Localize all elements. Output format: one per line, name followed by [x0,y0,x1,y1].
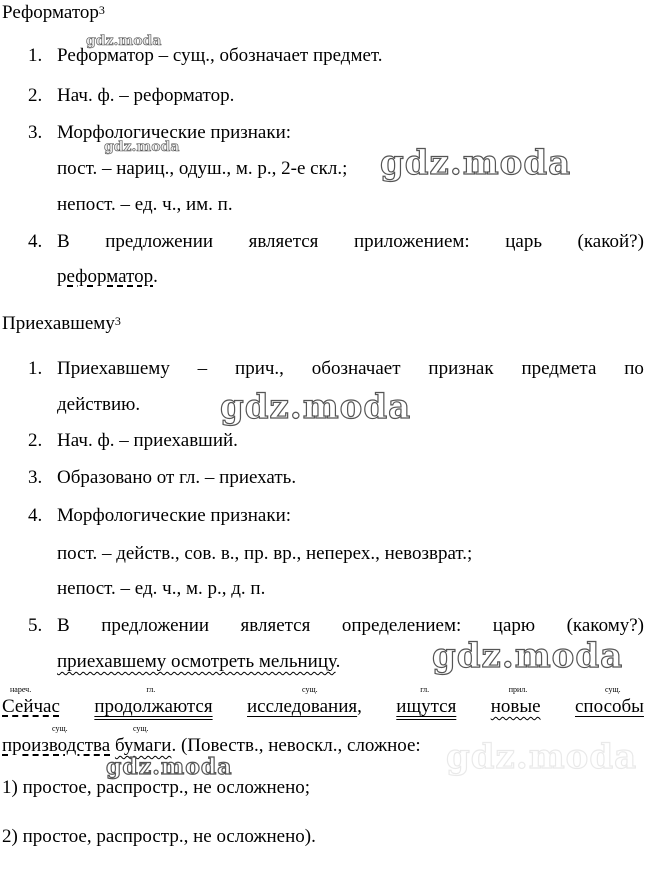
word: В [57,231,70,252]
sentence-word [396,685,457,718]
item-number: 1. [28,45,43,66]
sentence-word [2,685,60,718]
word: В [57,615,70,636]
sentence-word [114,724,172,756]
punct: , [357,696,362,717]
item-text: Морфологические признаки: [57,122,292,143]
justified-line [57,231,644,253]
item-text: Морфологические признаки: [57,505,292,526]
sentence-characteristics: . (Повеств., невоскл., сложное: [171,735,421,756]
watermark: gdz.moda [220,387,412,427]
pos-label: гл. [146,685,156,694]
word: определением: [341,615,462,636]
item-text: Образовано от гл. – приехать. [57,467,297,488]
underlined-word: реформатор [57,266,154,287]
item-number: 1. [28,358,43,379]
section-title-reformator [2,2,105,24]
word: царь [505,231,542,252]
pos-label: нареч. [10,685,32,694]
pos-label: сущ. [605,685,621,694]
item-subline: непост. – ед. ч., им. п. [57,194,233,215]
sentence-word [94,685,213,718]
word-noun-object: производства [2,735,111,756]
word: является [240,615,311,636]
pos-label: сущ. [52,724,68,733]
footnote-mark: 3 [98,3,105,17]
watermark: gdz.moda [106,754,233,780]
justified-line [57,358,644,380]
word: Приехавшему [57,358,170,379]
word-verb: продолжаются [94,696,213,717]
watermark: gdz.moda [380,143,572,183]
punct: . [335,651,341,672]
watermark: gdz.moda [432,636,624,676]
word: предмета [521,358,597,379]
word: признак [428,358,494,379]
item-text: Нач. ф. – приехавший. [57,430,238,451]
item-text: Реформатор – сущ., обозначает предмет. [57,45,383,66]
word: обозначает [311,358,401,379]
item-number: 2. [28,85,43,106]
item-subline: пост. – нариц., одуш., м. р., 2-е скл.; [57,158,348,179]
word: (какой?) [577,231,644,252]
pos-label: гл. [420,685,430,694]
watermark: gdz.moda [86,33,162,49]
sentence-word [2,724,115,756]
item-text: Нач. ф. – реформатор. [57,85,235,106]
watermark: gdz.moda [446,737,638,777]
item-subline [57,651,340,673]
word: является [248,231,319,252]
justified-line [57,615,644,637]
item-subline [57,266,158,288]
item-subline: пост. – действ., сов. в., пр. вр., неперех., невозврат.; [57,543,473,564]
word: – [197,358,208,379]
word-verb: ищутся [396,696,457,717]
section-title-priehavshemu [2,313,121,335]
word: прич., [235,358,284,379]
item-number: 3. [28,467,43,488]
watermark: gdz.moda [104,139,180,155]
word: приложением: [353,231,470,252]
word: по [624,358,644,379]
item-number: 4. [28,231,43,252]
word-adjective: новые [490,696,541,717]
punct: . [153,266,158,287]
pos-label: сущ. [302,685,318,694]
sentence-word [490,685,541,718]
item-number: 3. [28,122,43,143]
footnote-mark: 3 [114,314,121,328]
word: предложении [101,615,210,636]
clause-2-analysis: 2) простое, распростр., не осложнено). [2,826,316,847]
wavy-underlined-phrase: приехавшему осмотреть мельницу [57,651,336,672]
word: предложении [105,231,214,252]
title-text: Реформатор [2,2,99,23]
pos-label: прил. [508,685,528,694]
sentence-word [575,685,644,718]
item-number: 4. [28,505,43,526]
item-number: 5. [28,615,43,636]
word: (какому?) [566,615,644,636]
sentence-word [247,685,362,718]
word-noun: исследования [247,696,358,717]
item-subline: непост. – ед. ч., м. р., д. п. [57,578,266,599]
word: царю [492,615,536,636]
word-noun-attribute: бумаги [114,735,172,756]
clause-1-analysis: 1) простое, распростр., не осложнено; [2,777,311,798]
sentence-line-1 [2,685,644,718]
pos-label: сущ. [132,724,149,733]
item-subline: действию. [57,394,141,415]
item-number: 2. [28,430,43,451]
word-adverb: Сейчас [2,696,60,717]
word-noun: способы [575,696,644,717]
title-text: Приехавшему [2,313,115,334]
